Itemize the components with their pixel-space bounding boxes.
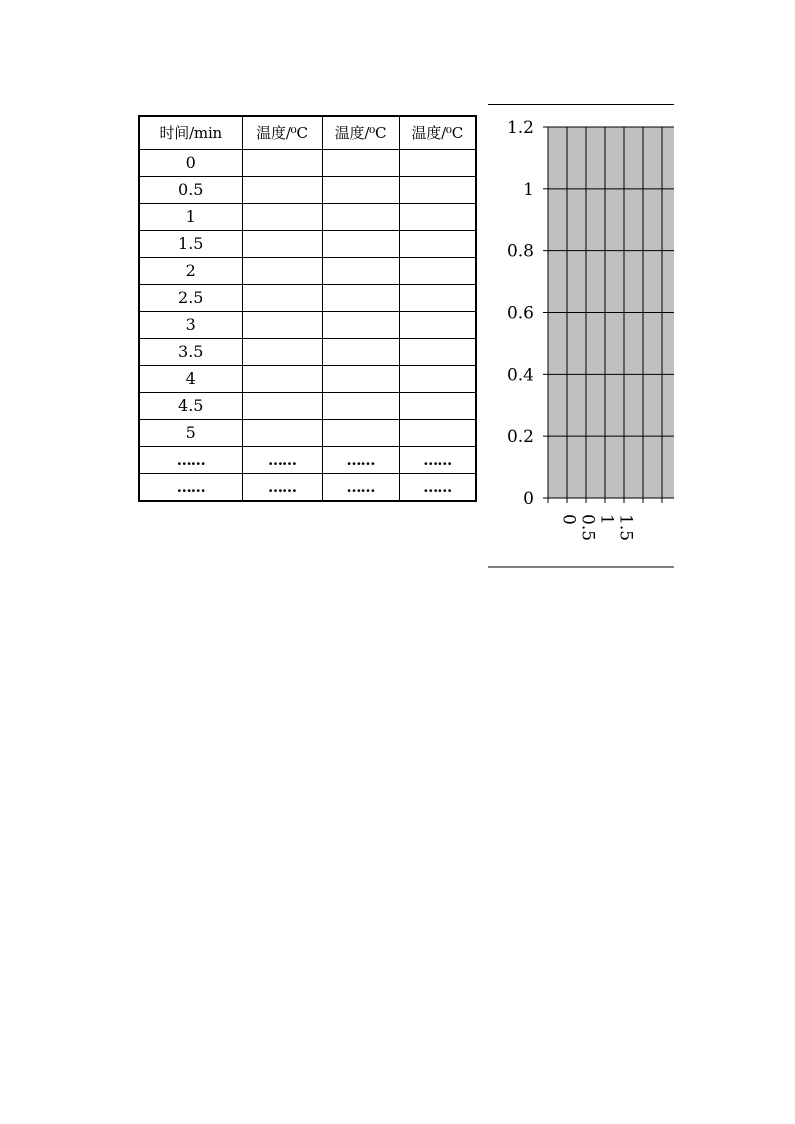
chart-area [488,104,674,568]
time-cell: 5 [139,419,242,446]
time-cell: …… [139,473,242,501]
temperature-cell [242,311,322,338]
temperature-cell [322,149,399,176]
time-cell: 2 [139,257,242,284]
temperature-cell [242,176,322,203]
x-tick-label: 0.5 [577,514,598,542]
table-row [139,203,476,230]
temperature-cell [322,392,399,419]
y-tick-labels [507,118,534,509]
table-row [139,149,476,176]
y-tick-label: 0.2 [506,427,534,448]
temperature-cell [399,176,476,203]
x-tick-label: 1.5 [615,514,636,542]
temperature-cell: …… [322,473,399,501]
temperature-cell [322,203,399,230]
temperature-cell [242,284,322,311]
temperature-cell [242,338,322,365]
temperature-cell: …… [322,446,399,473]
time-cell: 1 [139,203,242,230]
table-row [139,473,476,501]
y-tick-label: 0.8 [506,241,534,262]
temperature-cell [242,392,322,419]
table-row [139,230,476,257]
temperature-cell [242,230,322,257]
x-tick-labels [559,514,636,541]
table-row [139,257,476,284]
header-time: 时间/min [139,116,242,149]
table-row [139,446,476,473]
header-temperature-2: 温度/⁰C [322,116,399,149]
time-cell: 4 [139,365,242,392]
temperature-cell [399,311,476,338]
temperature-cell [242,149,322,176]
table-row [139,419,476,446]
table-row [139,365,476,392]
temperature-cell [399,203,476,230]
temperature-cell: …… [399,446,476,473]
time-cell: 2.5 [139,284,242,311]
time-cell: 0.5 [139,176,242,203]
temperature-cell [322,284,399,311]
table-row [139,311,476,338]
temperature-cell [322,230,399,257]
chart-svg [488,104,674,568]
x-tick-label: 0 [558,514,579,525]
temperature-cell [399,365,476,392]
temperature-cell [242,257,322,284]
temperature-cell [322,338,399,365]
table-row [139,176,476,203]
time-cell: 4.5 [139,392,242,419]
temperature-cell [399,149,476,176]
temperature-cell: …… [399,473,476,501]
temperature-cell [399,284,476,311]
temperature-cell [242,419,322,446]
temperature-cell [322,176,399,203]
time-cell: 3.5 [139,338,242,365]
temperature-cell: …… [242,473,322,501]
temperature-cell [322,257,399,284]
y-tick-label: 1.2 [506,118,534,138]
header-temperature-1: 温度/⁰C [242,116,322,149]
y-tick-label: 0.4 [506,365,534,386]
temperature-cell [242,365,322,392]
time-cell: 3 [139,311,242,338]
x-tick-label: 1 [596,514,617,525]
y-tick-label: 0.6 [506,303,534,324]
temperature-cell [399,392,476,419]
temperature-cell [242,203,322,230]
temperature-cell: …… [242,446,322,473]
temperature-cell [322,311,399,338]
temperature-cell [399,230,476,257]
table-row [139,392,476,419]
time-cell: 0 [139,149,242,176]
header-temperature-3: 温度/⁰C [399,116,476,149]
temperature-cell [399,338,476,365]
temperature-cell [399,257,476,284]
temperature-cell [322,365,399,392]
table-row [139,284,476,311]
temperature-cell [399,419,476,446]
temperature-cell [322,419,399,446]
table-row [139,338,476,365]
time-cell: 1.5 [139,230,242,257]
y-tick-label: 1 [523,179,534,200]
y-tick-label: 0 [523,489,534,509]
data-table [138,115,477,502]
table-body [139,149,476,501]
time-cell: …… [139,446,242,473]
table-header-row [139,116,476,149]
